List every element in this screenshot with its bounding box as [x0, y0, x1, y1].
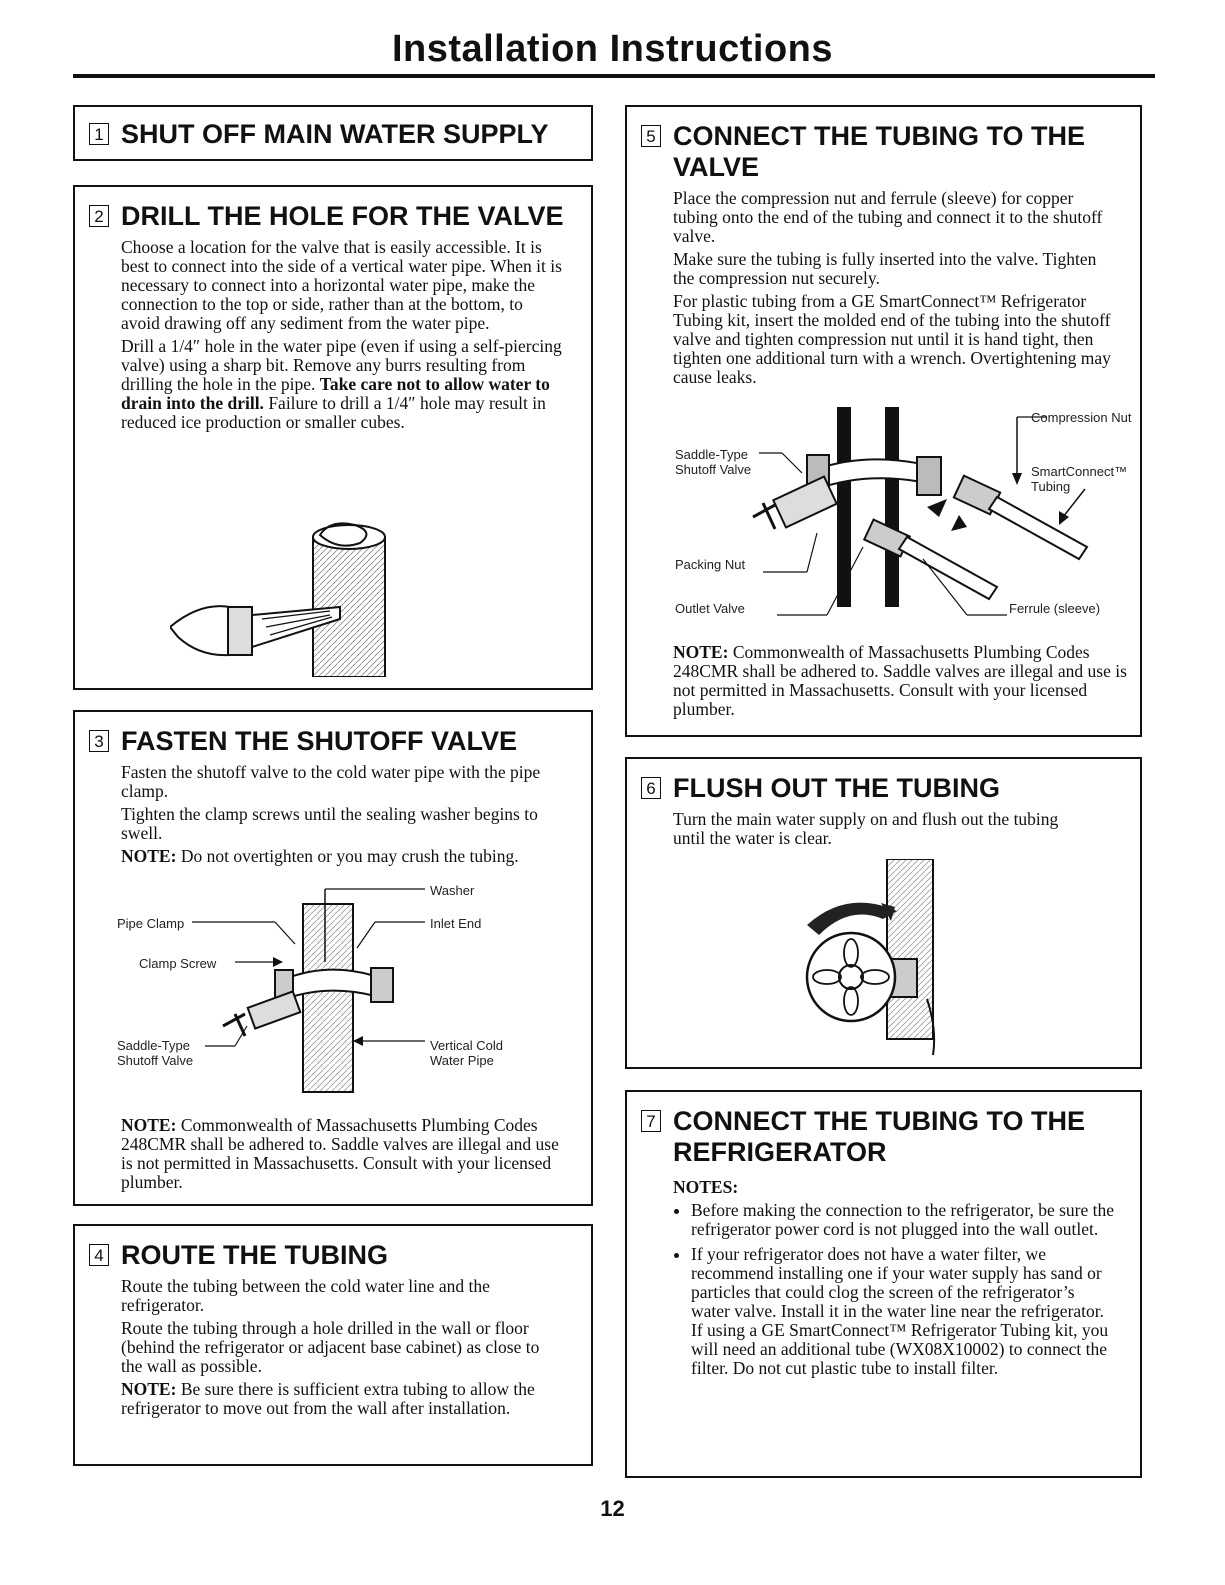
paragraph: Route the tubing between the cold water line and the refrigerator.: [121, 1276, 490, 1315]
label-inlet-end: Inlet End: [430, 916, 482, 931]
step-number: 1: [89, 123, 109, 145]
step-title: CONNECT THE TUBING TO THE REFRIGERATOR: [673, 1106, 1086, 1167]
label-smartconnect: SmartConnect™: [1031, 464, 1128, 479]
step-6-box: [625, 757, 1142, 1069]
step-7-heading: [641, 1106, 1126, 1168]
step-2-heading: [89, 201, 577, 232]
text: Failure to drill a 1/4″ hole may result in reduced ice production or smaller cubes.: [121, 393, 546, 432]
step-title: ROUTE THE TUBING: [121, 1240, 388, 1270]
step-title: FASTEN THE SHUTOFF VALVE: [121, 726, 518, 756]
note-label: NOTE:: [673, 642, 729, 662]
label-ferrule: Ferrule (sleeve): [1009, 601, 1101, 616]
step-7-box: [625, 1090, 1142, 1478]
step-number: 3: [89, 730, 109, 752]
step-5-box: [625, 105, 1142, 737]
label-shutoff-valve: Shutoff Valve: [117, 1053, 194, 1068]
note-text: Do not overtighten or you may crush the tubing.: [180, 846, 519, 866]
paragraph: Tighten the clamp screws until the sealing washer begins to swell.: [121, 804, 538, 843]
label-water-pipe: Water Pipe: [430, 1053, 494, 1068]
step-title: SHUT OFF MAIN WATER SUPPLY: [121, 119, 549, 149]
page-number: 12: [600, 1496, 625, 1521]
title-rule: [73, 74, 1155, 78]
note: [121, 1116, 571, 1192]
step-number: 4: [89, 1244, 109, 1266]
notes-label: NOTES:: [673, 1177, 739, 1197]
note: [673, 643, 1128, 719]
warning-text: Take care not to allow water to drain into the drill.: [121, 374, 550, 413]
note-text: Commonwealth of Massachusetts Plumbing Codes 248CMR shall be adhered to. Saddle valves are illegal and use is not permitted in Massachusetts. Consult with your licensed plumber.: [121, 1115, 559, 1192]
paragraph: Place the compression nut and ferrule (sleeve) for copper tubing onto the end of the tubing and connect it to the shutoff valve.: [673, 188, 1103, 246]
note-text: Be sure there is sufficient extra tubing to allow the refrigerator to move out from the wall after installation.: [121, 1379, 535, 1418]
label-saddle-type: Saddle-Type: [117, 1038, 190, 1053]
label-washer: Washer: [430, 883, 475, 898]
page-title: Installation Instructions: [391, 28, 834, 70]
step-4-heading: [89, 1240, 577, 1271]
paragraph: Fasten the shutoff valve to the cold water pipe with the pipe clamp.: [121, 762, 541, 801]
step-4-box: [73, 1224, 593, 1466]
step-title: FLUSH OUT THE TUBING: [673, 773, 1000, 803]
paragraph: Route the tubing through a hole drilled in the wall or floor (behind the refrigerator or adjacent base cabinet) as close to the wall as possible.: [121, 1318, 540, 1376]
step-1-heading: [89, 119, 577, 150]
step-number: 7: [641, 1110, 661, 1132]
step-number: 6: [641, 777, 661, 799]
paragraph: Make sure the tubing is fully inserted into the valve. Tighten the compression nut securely.: [673, 249, 1097, 288]
step-3-heading: [89, 726, 577, 757]
label-packing-nut: Packing Nut: [675, 557, 746, 572]
paragraph: [121, 337, 563, 432]
label-outlet-valve: Outlet Valve: [675, 601, 745, 616]
label-saddle-type: Saddle-Type: [675, 447, 748, 462]
valve-handle-illustration: [787, 859, 987, 1059]
label-vertical-cold: Vertical Cold: [430, 1038, 503, 1053]
valve-connection-illustration: [667, 407, 1137, 622]
paragraph: Turn the main water supply on and flush out the tubing until the water is clear.: [673, 809, 1059, 848]
note: [121, 847, 541, 866]
text: Drill a 1/4″ hole in the water pipe (even if using a self-piercing valve) using a sharp bit. Remove any burrs resulting from drilling the hole in the pipe.: [121, 336, 562, 394]
step-3-box: [73, 710, 593, 1206]
note-label: NOTE:: [121, 1379, 177, 1399]
step-5-heading: [641, 121, 1126, 183]
label-pipe-clamp: Pipe Clamp: [117, 916, 185, 931]
drill-pipe-illustration: [170, 507, 500, 677]
paragraph: Choose a location for the valve that is easily accessible. It is best to connect into the side of a vertical water pipe. When it is necessary to connect into a horizontal water pipe, make the connection to the top or side, rather than at the bottom, to avoid drawing off any sediment from the water pipe.: [121, 237, 562, 333]
label-clamp-screw: Clamp Screw: [139, 956, 217, 971]
notes-list: [673, 1201, 1116, 1378]
list-item: • If your refrigerator does not have a water filter, we recommend installing one if your water supply has sand or particles that could clog the screen of the refrigerator’s water valve. Install it in the water line near the refrigerator. If using a GE SmartConnect™ Refrigerator Tubing kit, you will need an additional tube (WX08X10002) to connect the filter. Do not cut plastic tube to install filter.: [691, 1245, 1116, 1378]
note: [121, 1380, 563, 1418]
step-2-box: [73, 185, 593, 690]
label-shutoff-valve: Shutoff Valve: [675, 462, 752, 477]
note-label: NOTE:: [121, 846, 177, 866]
step-1-box: [73, 105, 593, 161]
note-label: NOTE:: [121, 1115, 177, 1135]
paragraph: For plastic tubing from a GE SmartConnect™ Refrigerator Tubing kit, insert the molded end of the tubing into the shutoff valve and tighten compression nut until it is hand tight, then tighten one additional turn with a wrench. Overtightening may cause leaks.: [673, 291, 1111, 387]
note-text: Commonwealth of Massachusetts Plumbing Codes 248CMR shall be adhered to. Saddle valves are illegal and use is not permitted in Massachusetts. Consult with your licensed plumber.: [673, 642, 1127, 719]
step-number: 5: [641, 125, 661, 147]
label-compression-nut: Compression Nut: [1031, 410, 1132, 425]
label-tubing: Tubing: [1031, 479, 1071, 494]
list-item: • Before making the connection to the refrigerator, be sure the refrigerator power cord is not plugged into the wall outlet.: [691, 1201, 1116, 1239]
step-title: DRILL THE HOLE FOR THE VALVE: [121, 201, 564, 231]
step-title: CONNECT THE TUBING TO THE VALVE: [673, 121, 1086, 182]
step-6-heading: [641, 773, 1126, 804]
step-number: 2: [89, 205, 109, 227]
